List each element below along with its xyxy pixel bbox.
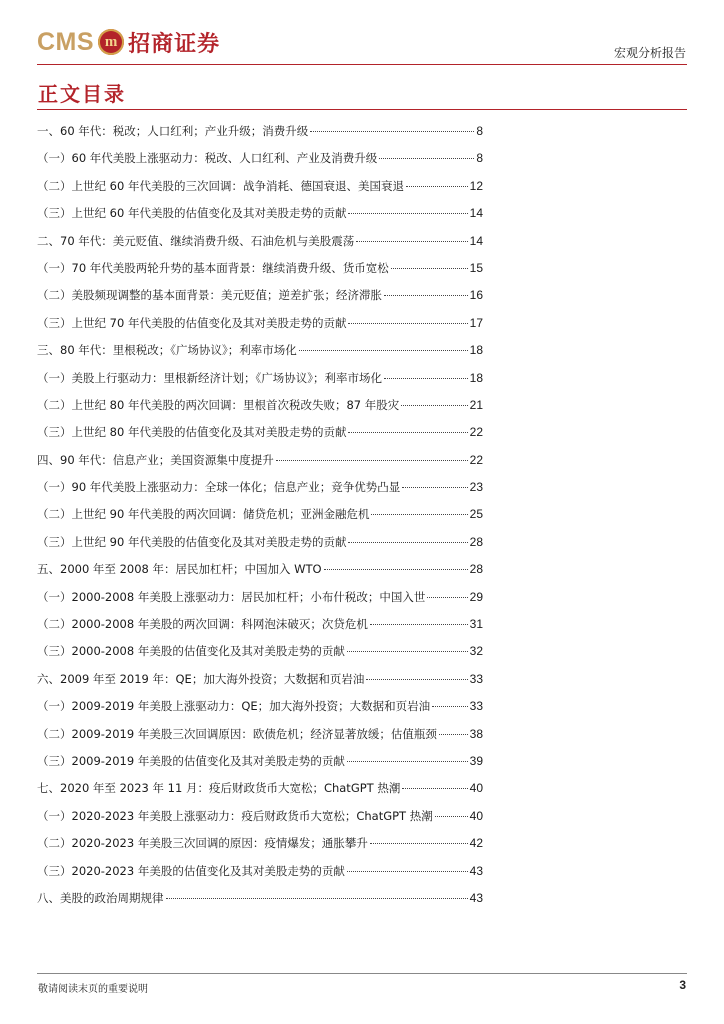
toc-leader-dots: [391, 268, 468, 269]
toc-entry-page: 22: [469, 452, 483, 467]
toc-entry-label: （二）2020-2023 年美股三次回调的原因：疫情爆发；通胀攀升: [37, 836, 368, 851]
toc-entry-label: （三）2009-2019 年美股的估值变化及其对美股走势的贡献: [37, 753, 345, 768]
toc-entry-page: 40: [469, 781, 483, 796]
toc-entry[interactable]: [37, 666, 483, 693]
toc-leader-dots: [347, 651, 468, 652]
toc-entry-label: 一、60 年代：税改；人口红利；产业升级；消费升级: [37, 124, 309, 138]
toc-entry-page: 18: [469, 370, 483, 385]
toc-leader-dots: [402, 487, 467, 488]
toc-leader-dots: [324, 569, 468, 570]
toc-entry-label: （三）上世纪 70 年代美股的估值变化及其对美股走势的贡献: [37, 315, 347, 330]
toc-leader-dots: [435, 816, 468, 817]
toc-leader-dots: [347, 871, 468, 872]
toc-entry-label: （一）60 年代美股上涨驱动力：税改、人口红利、产业及消费升级: [37, 151, 378, 166]
toc-entry[interactable]: [37, 693, 483, 720]
logo-badge-icon: m: [98, 29, 124, 55]
toc-leader-dots: [348, 432, 467, 433]
toc-entry-page: 28: [469, 534, 483, 549]
toc-title-divider: [37, 109, 687, 110]
toc-entry-page: 18: [469, 343, 483, 358]
toc-entry-label: 八、美股的政治周期规律: [37, 890, 164, 905]
cms-logo: [37, 26, 220, 58]
toc-entry-label: （二）上世纪 90 年代美股的两次回调：储贷危机；亚洲金融危机: [37, 507, 370, 522]
toc-entry-page: 12: [469, 178, 483, 193]
toc-leader-dots: [356, 241, 467, 242]
toc-entry-label: 三、80 年代：里根税改；《广场协议》；利率市场化: [37, 343, 297, 358]
page-header: [0, 0, 724, 70]
toc-entry[interactable]: [37, 748, 483, 775]
toc-entry[interactable]: [37, 337, 483, 364]
toc-entry-page: 15: [469, 260, 483, 275]
footer-divider: [37, 973, 687, 974]
toc-entry-label: （二）上世纪 80 年代美股的两次回调：里根首次税改失败；87 年股灾: [37, 397, 400, 412]
toc-entry-page: 22: [469, 425, 483, 440]
toc-entry-page: 42: [469, 836, 483, 851]
toc-entry-page: 31: [469, 617, 483, 632]
toc-entry[interactable]: [37, 447, 483, 474]
toc-entry-label: 五、2000 年至 2008 年：居民加杠杆；中国加入 WTO: [37, 562, 322, 577]
table-of-contents: [37, 118, 483, 912]
toc-entry-label: （三）上世纪 90 年代美股的估值变化及其对美股走势的贡献: [37, 534, 347, 549]
toc-entry-label: （二）上世纪 60 年代美股的三次回调：战争消耗、德国衰退、美国衰退: [37, 178, 404, 193]
toc-entry[interactable]: [37, 282, 483, 309]
toc-leader-dots: [166, 898, 468, 899]
toc-entry[interactable]: [37, 145, 483, 172]
toc-leader-dots: [310, 131, 474, 132]
toc-entry[interactable]: [37, 310, 483, 337]
toc-entry-page: 16: [469, 288, 483, 303]
toc-entry-page: 43: [469, 890, 483, 905]
toc-leader-dots: [370, 843, 468, 844]
toc-entry[interactable]: [37, 638, 483, 665]
toc-entry[interactable]: [37, 173, 483, 200]
toc-entry-page: 40: [469, 808, 483, 823]
toc-entry-label: （三）2020-2023 年美股的估值变化及其对美股走势的贡献: [37, 863, 345, 878]
toc-entry-label: （三）上世纪 60 年代美股的估值变化及其对美股走势的贡献: [37, 206, 347, 221]
footer-disclaimer: 敬请阅读末页的重要说明: [38, 984, 148, 995]
toc-leader-dots: [384, 295, 468, 296]
toc-entry-page: 43: [469, 863, 483, 878]
toc-leader-dots: [384, 378, 468, 379]
toc-entry[interactable]: [37, 118, 483, 145]
toc-entry-label: （一）70 年代美股两轮升势的基本面背景：继续消费升级、货币宽松: [37, 260, 389, 275]
toc-entry[interactable]: [37, 365, 483, 392]
toc-entry[interactable]: [37, 830, 483, 857]
toc-entry-page: 14: [469, 233, 483, 248]
toc-entry-label: （二）2000-2008 年美股的两次回调：科网泡沫破灭；次贷危机: [37, 617, 368, 632]
toc-leader-dots: [402, 788, 467, 789]
toc-entry[interactable]: [37, 255, 483, 282]
toc-leader-dots: [299, 350, 468, 351]
toc-leader-dots: [366, 679, 467, 680]
toc-leader-dots: [348, 213, 467, 214]
toc-entry-label: （一）美股上行驱动力：里根新经济计划；《广场协议》；利率市场化: [37, 370, 382, 385]
toc-entry-page: 39: [469, 753, 483, 768]
toc-entry[interactable]: [37, 529, 483, 556]
toc-entry-label: （三）2000-2008 年美股的估值变化及其对美股走势的贡献: [37, 644, 345, 659]
toc-entry[interactable]: [37, 392, 483, 419]
toc-title: 正文目录: [38, 82, 126, 106]
toc-entry[interactable]: [37, 419, 483, 446]
toc-entry-label: （三）上世纪 80 年代美股的估值变化及其对美股走势的贡献: [37, 425, 347, 440]
toc-leader-dots: [348, 323, 467, 324]
toc-entry[interactable]: [37, 885, 483, 912]
toc-entry-page: 32: [469, 644, 483, 659]
toc-entry[interactable]: [37, 775, 483, 802]
toc-entry-label: （一）2000-2008 年美股上涨驱动力：居民加杠杆；小布什税改；中国入世: [37, 589, 426, 604]
toc-leader-dots: [439, 734, 468, 735]
toc-entry-page: 25: [469, 507, 483, 522]
page-number: 3: [679, 978, 686, 992]
toc-entry[interactable]: [37, 228, 483, 255]
report-type-label: 宏观分析报告: [613, 46, 686, 60]
toc-entry-page: 29: [469, 589, 483, 604]
toc-entry[interactable]: [37, 611, 483, 638]
toc-entry[interactable]: [37, 200, 483, 227]
toc-entry-label: 四、90 年代：信息产业；美国资源集中度提升: [37, 452, 274, 467]
toc-entry-label: 六、2009 年至 2019 年：QE；加大海外投资；大数据和页岩油: [37, 671, 365, 686]
toc-entry-page: 28: [469, 562, 483, 577]
toc-entry[interactable]: [37, 501, 483, 528]
toc-leader-dots: [432, 706, 467, 707]
toc-leader-dots: [371, 514, 467, 515]
toc-leader-dots: [347, 761, 468, 762]
header-divider: [37, 64, 687, 65]
logo-cn-text: 招商证券: [128, 31, 221, 57]
toc-entry[interactable]: [37, 803, 483, 830]
toc-leader-dots: [348, 542, 467, 543]
toc-entry-page: 17: [469, 315, 483, 330]
toc-entry[interactable]: [37, 584, 483, 611]
logo-cms-text: CMS: [37, 27, 95, 56]
toc-entry-page: 38: [469, 726, 483, 741]
toc-leader-dots: [401, 405, 467, 406]
toc-entry[interactable]: [37, 474, 483, 501]
toc-entry-page: 33: [469, 671, 483, 686]
toc-entry-label: 二、70 年代：美元贬值、继续消费升级、石油危机与美股震荡: [37, 233, 355, 248]
toc-entry[interactable]: [37, 721, 483, 748]
toc-entry-label: 七、2020 年至 2023 年 11 月：疫后财政货币大宽松；ChatGPT 热潮: [37, 781, 401, 796]
toc-entry-page: 8: [476, 124, 483, 138]
toc-leader-dots: [276, 460, 468, 461]
toc-entry[interactable]: [37, 858, 483, 885]
toc-entry-label: （一）90 年代美股上涨驱动力：全球一体化；信息产业；竞争优势凸显: [37, 480, 401, 495]
toc-entry-label: （一）2020-2023 年美股上涨驱动力：疫后财政货币大宽松；ChatGPT 热潮: [37, 808, 433, 823]
toc-entry[interactable]: [37, 556, 483, 583]
toc-leader-dots: [427, 597, 467, 598]
toc-entry-label: （一）2009-2019 年美股上涨驱动力：QE；加大海外投资；大数据和页岩油: [37, 699, 431, 714]
toc-entry-label: （二）美股频现调整的基本面背景：美元贬值；逆差扩张；经济滞胀: [37, 288, 382, 303]
toc-entry-page: 8: [476, 151, 483, 166]
toc-leader-dots: [370, 624, 468, 625]
toc-entry-label: （二）2009-2019 年美股三次回调原因：欧债危机；经济显著放缓；估值瓶颈: [37, 726, 437, 741]
toc-entry-page: 23: [469, 480, 483, 495]
toc-leader-dots: [406, 186, 468, 187]
toc-leader-dots: [379, 158, 474, 159]
toc-entry-page: 21: [469, 397, 483, 412]
toc-entry-page: 14: [469, 206, 483, 221]
toc-entry-page: 33: [469, 699, 483, 714]
